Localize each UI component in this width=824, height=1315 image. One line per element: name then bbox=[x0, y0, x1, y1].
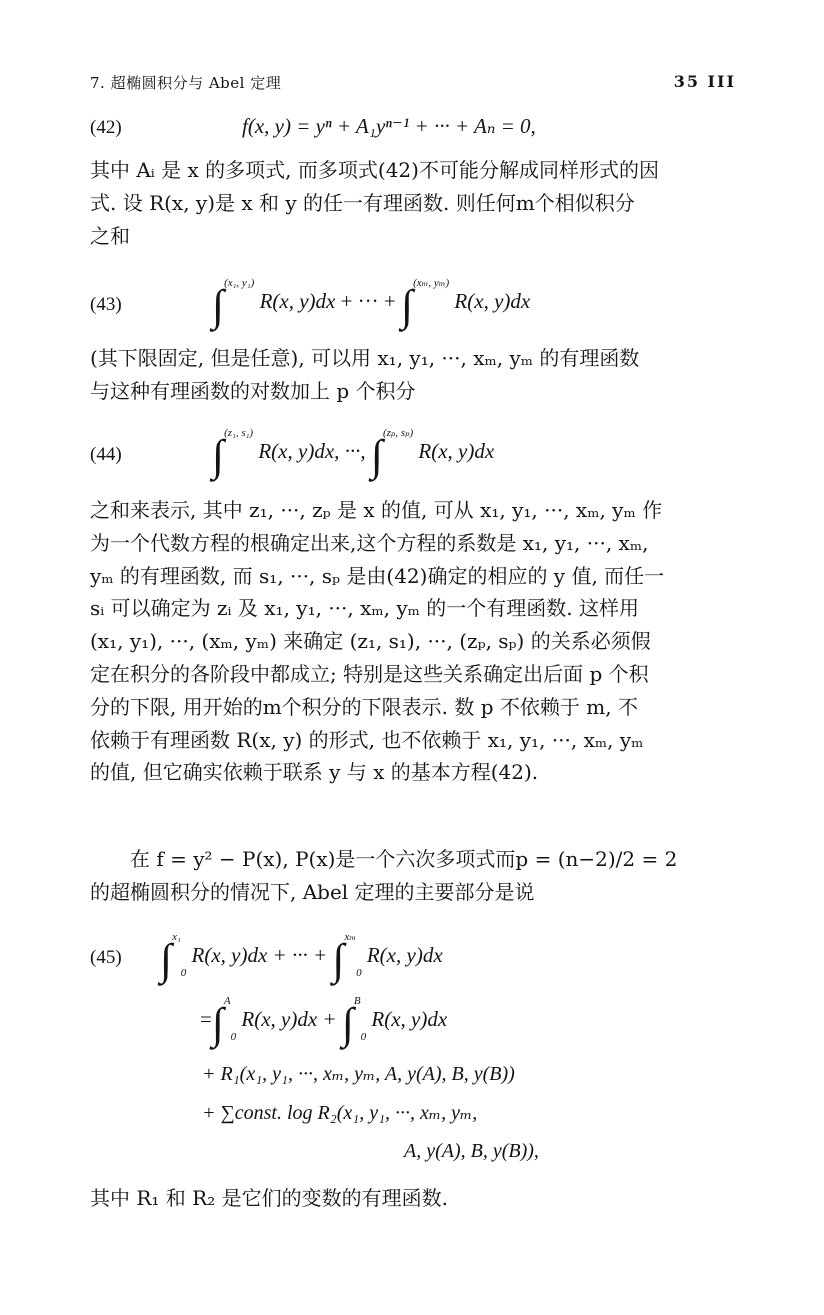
equation-number-45: (45) bbox=[90, 947, 122, 968]
paragraph-3 bbox=[90, 494, 758, 789]
running-header bbox=[90, 72, 736, 96]
text-line: 分的下限, 用开始的m个积分的下限表示. 数 p 不依赖于 m, 不 bbox=[90, 694, 638, 719]
integral-sign: ∫ bbox=[212, 281, 225, 330]
text-line: 与这种有理函数的对数加上 p 个积分 bbox=[90, 378, 416, 403]
integrand: R(x, y)dx bbox=[366, 943, 443, 967]
upper-limit: B bbox=[353, 995, 361, 1007]
upper-limit: A bbox=[223, 995, 231, 1007]
text-line: 之和来表示, 其中 z₁, ···, zₚ 是 x 的值, 可从 x₁, y₁, ···, xₘ, yₘ 作 bbox=[90, 498, 663, 522]
lower-limit: 0 bbox=[230, 1031, 237, 1043]
integral-sign: ∫ bbox=[160, 935, 173, 984]
equation-number-43: (43) bbox=[90, 294, 122, 315]
integrand: R(x, y)dx bbox=[454, 289, 531, 313]
text-line: sᵢ 可以确定为 zᵢ 及 x₁, y₁, ···, xₘ, yₘ 的一个有理函数. 这样用 bbox=[90, 596, 640, 621]
equation-number-42: (42) bbox=[90, 117, 122, 138]
integral-sign: ∫ bbox=[341, 999, 354, 1048]
text-line: (其下限固定, 但是任意), 可以用 x₁, y₁, ···, xₘ, yₘ 的有理函数 bbox=[90, 346, 640, 370]
equation-45-line-1 bbox=[160, 930, 443, 985]
integrand: R(x, y)dx bbox=[371, 1007, 448, 1031]
text-line: 其中 R₁ 和 R₂ 是它们的变数的有理函数. bbox=[90, 1186, 448, 1210]
text-line: 之和 bbox=[90, 223, 130, 248]
integral-sign: ∫ bbox=[401, 281, 414, 330]
paragraph-4 bbox=[90, 843, 758, 909]
upper-limit: (xₘ, yₘ) bbox=[413, 277, 450, 289]
upper-limit: (z₁, s₁) bbox=[224, 427, 254, 439]
integrand: R(x, y)dx bbox=[259, 289, 336, 313]
text-line: 定在积分的各阶段中都成立; 特别是这些关系确定出后面 p 个积 bbox=[90, 661, 649, 686]
upper-limit: (zₚ, sₚ) bbox=[382, 427, 414, 439]
integrand: R(x, y)dx + ··· + bbox=[191, 943, 328, 967]
paragraph-5 bbox=[90, 1182, 758, 1215]
paragraph-1 bbox=[90, 154, 758, 252]
text-line: 为一个代数方程的根确定出来,这个方程的系数是 x₁, y₁, ···, xₘ, bbox=[90, 530, 649, 555]
lower-limit: 0 bbox=[360, 1031, 367, 1043]
page-number: 35 III bbox=[673, 72, 736, 91]
text-line: 的超椭圆积分的情况下, Abel 定理的主要部分是说 bbox=[90, 879, 535, 904]
lower-limit: 0 bbox=[180, 967, 187, 979]
upper-limit: xₘ bbox=[344, 931, 357, 943]
text-line: yₘ 的有理函数, 而 s₁, ···, sₚ 是由(42)确定的相应的 y 值, 而任一 bbox=[90, 563, 665, 588]
integrand: R(x, y)dx, ···, bbox=[258, 439, 366, 463]
integral-sign: ∫ bbox=[370, 431, 383, 480]
text-line: 其中 Aᵢ 是 x 的多项式, 而多项式(42)不可能分解成同样形式的因 bbox=[90, 158, 659, 182]
integrand: R(x, y)dx + bbox=[241, 1007, 337, 1031]
lower-limit: 0 bbox=[356, 967, 362, 979]
integral-sign: ∫ bbox=[212, 431, 225, 480]
integral-sign: ∫ bbox=[211, 999, 224, 1048]
paragraph-2 bbox=[90, 342, 758, 408]
equation-45-line-2 bbox=[200, 995, 447, 1049]
upper-limit: x₁ bbox=[172, 931, 181, 943]
equation-45-line-3: + R₁(x₁, y₁, ···, xₘ, yₘ, A, y(A), B, y(B)) bbox=[202, 1063, 515, 1085]
integrand: R(x, y)dx bbox=[418, 439, 495, 463]
text-line: 依赖于有理函数 R(x, y) 的形式, 也不依赖于 x₁, y₁, ···, xₘ, yₘ bbox=[90, 727, 644, 752]
equation-42: f(x, y) = yⁿ + A₁yⁿ⁻¹ + ··· + Aₙ = 0, bbox=[242, 114, 536, 138]
text-line: 式. 设 R(x, y)是 x 和 y 的任一有理函数. 则任何m个相似积分 bbox=[90, 190, 635, 215]
equation-43 bbox=[212, 276, 530, 331]
chapter-title: 7. 超椭圆积分与 Abel 定理 bbox=[90, 74, 282, 92]
text-line: 的值, 但它确实依赖于联系 y 与 x 的基本方程(42). bbox=[90, 760, 539, 785]
upper-limit: (x₁, y₁) bbox=[224, 277, 255, 289]
equation-number-44: (44) bbox=[90, 444, 122, 465]
plus-dots: + ··· + bbox=[335, 289, 402, 313]
equation-44 bbox=[212, 426, 494, 481]
equals-sign: = bbox=[200, 1007, 212, 1031]
text-line: (x₁, y₁), ···, (xₘ, yₘ) 来确定 (z₁, s₁), ···, (zₚ, sₚ) 的关系必须假 bbox=[90, 629, 651, 654]
equation-45-line-5: A, y(A), B, y(B)), bbox=[404, 1140, 539, 1162]
text-line: 在 f = y² − P(x), P(x)是一个六次多项式而p = (n−2)/2 = 2 bbox=[130, 847, 678, 871]
integral-sign: ∫ bbox=[332, 935, 345, 984]
equation-45-line-4: + ∑const. log R₂(x₁, y₁, ···, xₘ, yₘ, bbox=[202, 1102, 478, 1124]
